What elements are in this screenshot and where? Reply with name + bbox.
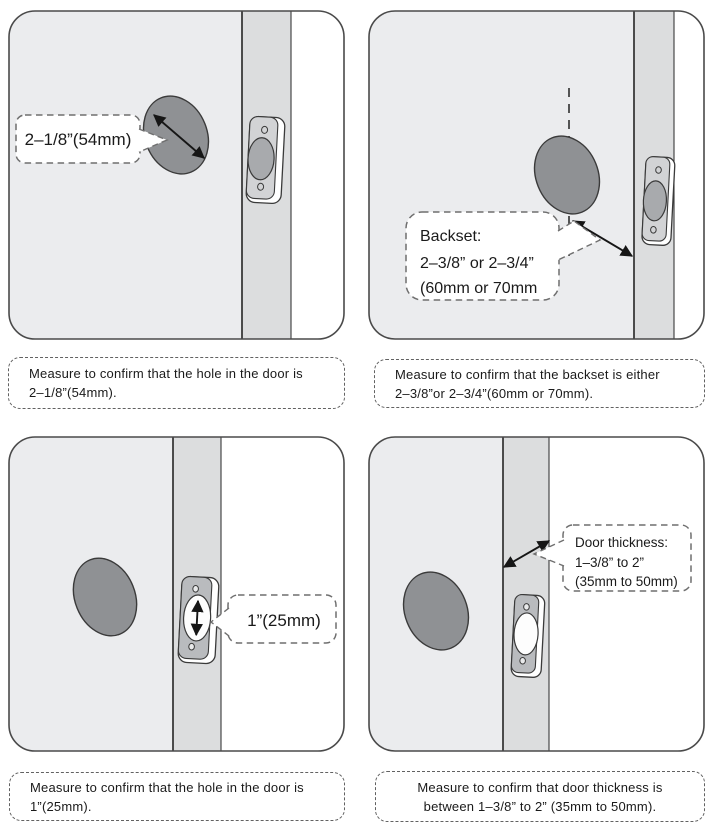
callout-text: 1–3/8” to 2”: [575, 555, 645, 570]
caption-latch-hole: [9, 772, 345, 821]
diagram-latch-hole: [8, 436, 345, 752]
latch-plate: [511, 594, 545, 677]
callout-text: 1”(25mm): [247, 611, 321, 630]
callout-text: (60mm or 70mm: [420, 280, 538, 297]
caption-line: Measure to confirm that the hole in the door is: [29, 366, 303, 381]
screw-hole: [189, 643, 195, 650]
callout-text: (35mm to 50mm): [575, 574, 678, 589]
caption-line: Measure to confirm that door thickness is: [417, 779, 663, 795]
screw-hole: [257, 183, 263, 190]
caption-line: between 1–3/8” to 2” (35mm to 50mm).: [423, 798, 657, 814]
callout-text: 2–3/8” or 2–3/4”: [420, 255, 534, 272]
screw-hole: [520, 657, 526, 664]
callout-text: 2–1/8”(54mm): [24, 130, 132, 149]
caption-line: Measure to confirm that the hole in the door is: [30, 779, 304, 795]
diagram-backset: [368, 10, 705, 340]
screw-hole: [524, 603, 530, 610]
latch-plate: [641, 156, 675, 245]
caption-door-thickness: [375, 771, 705, 822]
screw-hole: [261, 126, 267, 133]
door-edge-strip: [503, 436, 549, 752]
screw-hole: [193, 585, 199, 592]
screw-hole: [656, 167, 662, 174]
caption-line: 2–3/8”or 2–3/4”(60mm or 70mm).: [395, 385, 594, 401]
caption-line: 2–1/8”(54mm).: [29, 385, 117, 400]
caption-hole-diameter: [8, 357, 345, 409]
caption-backset: [374, 359, 705, 408]
caption-line: Measure to confirm that the backset is either: [395, 366, 660, 382]
caption-line: 1”(25mm).: [30, 798, 92, 814]
door-face: [8, 10, 242, 340]
diagram-door-thickness: [368, 436, 705, 752]
screw-hole: [650, 226, 656, 233]
callout-text: Door thickness:: [575, 535, 669, 550]
diagram-hole-diameter: [8, 10, 345, 340]
latch-plate: [246, 116, 285, 204]
callout-text: Backset:: [420, 228, 482, 245]
